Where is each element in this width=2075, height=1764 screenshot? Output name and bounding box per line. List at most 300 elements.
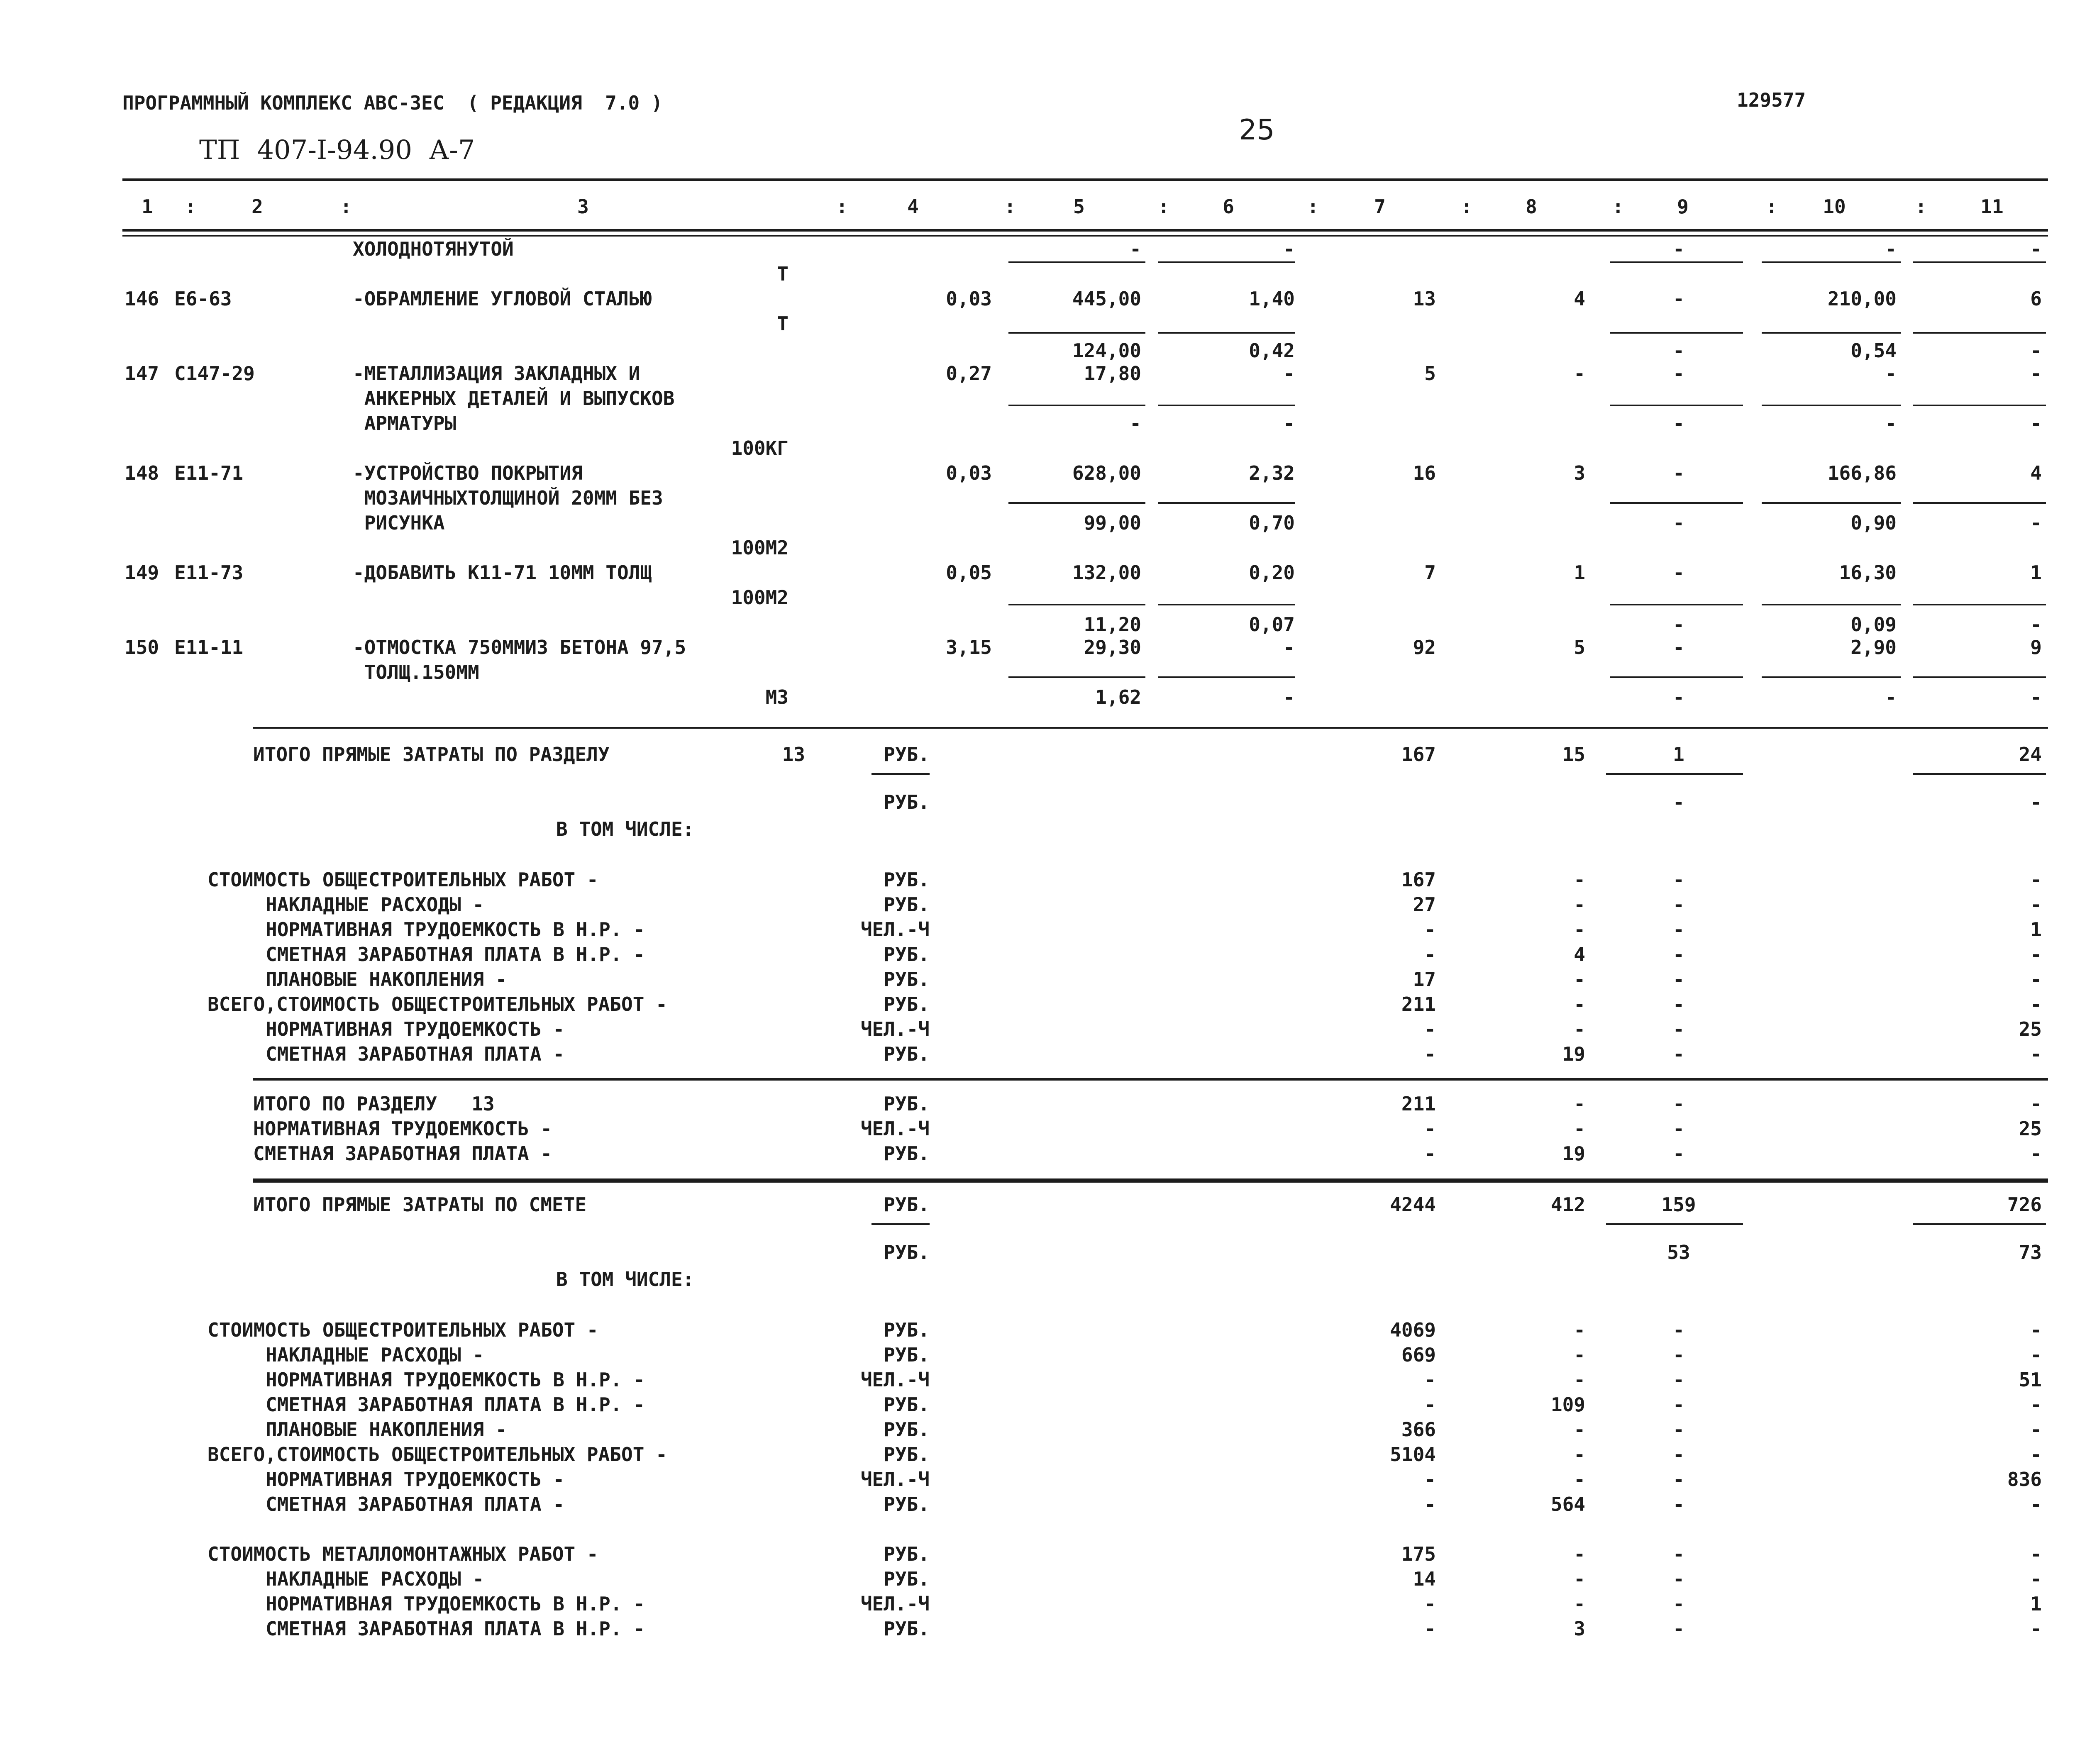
section-total-sub-c11: -	[2030, 791, 2042, 813]
estimate-breakdown-unit: РУБ.	[884, 1443, 930, 1466]
metal-breakdown-label: СТОИМОСТЬ МЕТАЛЛОМОНТАЖНЫХ РАБОТ -	[208, 1543, 598, 1565]
section-breakdown-label: НОРМАТИВНАЯ ТРУДОЕМКОСТЬ -	[266, 1018, 565, 1040]
cell-rule-col-11	[1913, 502, 2046, 504]
cell-c3: РИСУНКА	[353, 512, 445, 534]
section-breakdown-c11: -	[2030, 869, 2042, 891]
estimate-breakdown-unit: ЧЕЛ.-Ч	[860, 1369, 930, 1391]
section-breakdown-c11: 1	[2030, 918, 2042, 941]
estimate-breakdown-c9: -	[1673, 1493, 1684, 1515]
estimate-breakdown-c8: -	[1574, 1443, 1585, 1466]
metal-breakdown-c9: -	[1673, 1593, 1684, 1615]
cell-rule-col-6	[1158, 676, 1295, 678]
estimate-total-c9-rule	[1606, 1223, 1743, 1225]
cell-rule-col-5	[1008, 261, 1145, 263]
section-total-rule	[253, 727, 2048, 729]
estimate-breakdown-c8: -	[1574, 1369, 1585, 1391]
metal-breakdown-unit: ЧЕЛ.-Ч	[860, 1593, 930, 1615]
estimate-breakdown-label: НОРМАТИВНАЯ ТРУДОЕМКОСТЬ В Н.Р. -	[266, 1369, 645, 1391]
cell-c5: 99,00	[1084, 512, 1141, 534]
metal-breakdown-c7: 175	[1401, 1543, 1436, 1565]
cell-c3: ХОЛОДНОТЯНУТОЙ	[353, 238, 514, 260]
cell-c6: -	[1283, 636, 1295, 659]
cell-c10: 0,09	[1850, 613, 1897, 636]
cell-rule-col-9	[1610, 261, 1743, 263]
cell-rule-col-10	[1762, 502, 1901, 504]
cell-c9: -	[1673, 613, 1684, 636]
estimate-breakdown-label: СМЕТНАЯ ЗАРАБОТНАЯ ПЛАТА -	[266, 1493, 565, 1515]
estimate-breakdown-c8: -	[1574, 1319, 1585, 1341]
cell-rule-col-9	[1610, 332, 1743, 334]
cell-c4: 0,05	[946, 561, 992, 584]
cell-c9: -	[1673, 339, 1684, 362]
page-number: 25	[1239, 114, 1275, 146]
column-separator: :	[1004, 195, 1016, 218]
estimate-breakdown-unit: РУБ.	[884, 1393, 930, 1416]
column-header-2: 2	[251, 195, 263, 218]
estimate-breakdown-c8: 109	[1550, 1393, 1585, 1416]
cell-c2: Е6-63	[174, 288, 232, 310]
section-breakdown-unit: РУБ.	[884, 993, 930, 1015]
metal-breakdown-c9: -	[1673, 1618, 1684, 1640]
estimate-breakdown-unit: РУБ.	[884, 1319, 930, 1341]
section-breakdown-c9: -	[1673, 869, 1684, 891]
column-separator: :	[1766, 195, 1777, 218]
metal-breakdown-c11: 1	[2030, 1593, 2042, 1615]
section-breakdown-c8: 4	[1574, 943, 1585, 966]
column-header-3: 3	[577, 195, 589, 218]
cell-rule-col-9	[1610, 676, 1743, 678]
section-breakdown-c11: -	[2030, 943, 2042, 966]
section-breakdown-c7: -	[1424, 1018, 1436, 1040]
estimate-breakdown-label: СМЕТНАЯ ЗАРАБОТНАЯ ПЛАТА В Н.Р. -	[266, 1393, 645, 1416]
section-breakdown-c8: -	[1574, 993, 1585, 1015]
estimate-breakdown-c7: 669	[1401, 1344, 1436, 1366]
cell-c5: 132,00	[1072, 561, 1141, 584]
estimate-breakdown-c8: -	[1574, 1468, 1585, 1491]
cell-rule-col-10	[1762, 676, 1901, 678]
metal-breakdown-c7: -	[1424, 1618, 1436, 1640]
column-header-6: 6	[1223, 195, 1234, 218]
metal-breakdown-c7: -	[1424, 1593, 1436, 1615]
estimate-total-label: ИТОГО ПРЯМЫЕ ЗАТРАТЫ ПО СМЕТЕ	[253, 1193, 587, 1216]
cell-rule-col-5	[1008, 405, 1145, 406]
cell-c6: 0,20	[1249, 561, 1295, 584]
section-breakdown-c8: -	[1574, 893, 1585, 916]
cell-c9: -	[1673, 512, 1684, 534]
section-breakdown-c9: -	[1673, 943, 1684, 966]
cell-c2: С147-29	[174, 362, 255, 385]
section-breakdown-c9: -	[1673, 893, 1684, 916]
column-separator: :	[185, 195, 196, 218]
unit-of-measure: 100М2	[731, 537, 788, 559]
cell-c10: 166,86	[1827, 462, 1897, 484]
cell-rule-col-6	[1158, 261, 1295, 263]
cell-c7: 5	[1424, 362, 1436, 385]
section-total-unit-rule	[872, 773, 930, 775]
section-summary-c8: 19	[1562, 1142, 1585, 1165]
cell-c4: 3,15	[946, 636, 992, 659]
cell-c1: 148	[124, 462, 159, 484]
metal-breakdown-c8: 3	[1574, 1618, 1585, 1640]
metal-breakdown-c11: -	[2030, 1543, 2042, 1565]
cell-c3: -МЕТАЛЛИЗАЦИЯ ЗАКЛАДНЫХ И	[353, 362, 640, 385]
section-summary-c8: -	[1574, 1117, 1585, 1140]
estimate-breakdown-c11: -	[2030, 1443, 2042, 1466]
section-breakdown-c11: -	[2030, 893, 2042, 916]
estimate-breakdown-label: СТОИМОСТЬ ОБЩЕСТРОИТЕЛЬНЫХ РАБОТ -	[208, 1319, 598, 1341]
cell-c9: -	[1673, 412, 1684, 434]
section-breakdown-c7: 167	[1401, 869, 1436, 891]
cell-c4: 0,03	[946, 462, 992, 484]
column-header-4: 4	[907, 195, 919, 218]
metal-breakdown-c11: -	[2030, 1568, 2042, 1590]
estimate-breakdown-c7: -	[1424, 1468, 1436, 1491]
estimate-total-rule	[253, 1178, 2048, 1183]
column-header-10: 10	[1823, 195, 1846, 218]
estimate-total-sub-c11: 73	[2019, 1241, 2042, 1264]
column-header-8: 8	[1526, 195, 1537, 218]
cell-rule-col-10	[1762, 261, 1901, 263]
section-summary-label: СМЕТНАЯ ЗАРАБОТНАЯ ПЛАТА -	[253, 1142, 552, 1165]
header-bottom-rule-2	[122, 235, 2048, 237]
estimate-breakdown-unit: ЧЕЛ.-Ч	[860, 1468, 930, 1491]
section-breakdown-label: ВСЕГО,СТОИМОСТЬ ОБЩЕСТРОИТЕЛЬНЫХ РАБОТ -	[208, 993, 667, 1015]
unit-of-measure: М3	[765, 686, 788, 708]
estimate-total-c11-rule	[1913, 1223, 2046, 1225]
cell-rule-col-6	[1158, 502, 1295, 504]
estimate-breakdown-c9: -	[1673, 1393, 1684, 1416]
cell-c8: 5	[1574, 636, 1585, 659]
cell-c5: 29,30	[1084, 636, 1141, 659]
section-breakdown-c11: -	[2030, 968, 2042, 991]
section-breakdown-unit: РУБ.	[884, 968, 930, 991]
section-summary-label: НОРМАТИВНАЯ ТРУДОЕМКОСТЬ -	[253, 1117, 552, 1140]
metal-breakdown-c9: -	[1673, 1543, 1684, 1565]
cell-c5: 124,00	[1072, 339, 1141, 362]
section-breakdown-label: СМЕТНАЯ ЗАРАБОТНАЯ ПЛАТА -	[266, 1043, 565, 1065]
section-summary-c11: 25	[2019, 1117, 2042, 1140]
section-total-c11: 24	[2019, 743, 2042, 766]
cell-c10: 0,90	[1850, 512, 1897, 534]
estimate-breakdown-c9: -	[1673, 1468, 1684, 1491]
cell-c9: -	[1673, 686, 1684, 708]
cell-c8: 4	[1574, 288, 1585, 310]
unit-of-measure: 100КГ	[731, 437, 788, 459]
section-summary-c7: 211	[1401, 1093, 1436, 1115]
metal-breakdown-c8: -	[1574, 1568, 1585, 1590]
section-total-sub-c9: -	[1673, 791, 1684, 813]
section-breakdown-c7: 17	[1413, 968, 1436, 991]
section-breakdown-c9: -	[1673, 1043, 1684, 1065]
cell-c9: -	[1673, 636, 1684, 659]
cell-c8: 3	[1574, 462, 1585, 484]
column-separator: :	[1158, 195, 1169, 218]
metal-breakdown-label: СМЕТНАЯ ЗАРАБОТНАЯ ПЛАТА В Н.Р. -	[266, 1618, 645, 1640]
estimate-breakdown-c9: -	[1673, 1319, 1684, 1341]
column-header-5: 5	[1073, 195, 1085, 218]
estimate-breakdown-c11: -	[2030, 1418, 2042, 1441]
cell-c1: 147	[124, 362, 159, 385]
cell-c11: 1	[2030, 561, 2042, 584]
section-summary-c7: -	[1424, 1117, 1436, 1140]
column-separator: :	[1612, 195, 1624, 218]
estimate-breakdown-label: НАКЛАДНЫЕ РАСХОДЫ -	[266, 1344, 484, 1366]
section-summary-c7: -	[1424, 1142, 1436, 1165]
cell-c2: Е11-11	[174, 636, 244, 659]
estimate-breakdown-c11: 51	[2019, 1369, 2042, 1391]
estimate-breakdown-c7: 366	[1401, 1418, 1436, 1441]
cell-c6: 2,32	[1249, 462, 1295, 484]
cell-c9: -	[1673, 462, 1684, 484]
cell-c6: 0,70	[1249, 512, 1295, 534]
column-separator: :	[1915, 195, 1927, 218]
cell-c9: -	[1673, 288, 1684, 310]
cell-c11: 6	[2030, 288, 2042, 310]
cell-c1: 149	[124, 561, 159, 584]
cell-c9: -	[1673, 238, 1684, 260]
estimate-breakdown-c7: -	[1424, 1369, 1436, 1391]
cell-c11: -	[2030, 613, 2042, 636]
cell-c11: -	[2030, 238, 2042, 260]
cell-c3: МОЗАИЧНЫХТОЛЩИНОЙ 20ММ БЕЗ	[353, 487, 663, 509]
estimate-breakdown-c7: 5104	[1390, 1443, 1436, 1466]
cell-rule-col-11	[1913, 676, 2046, 678]
cell-c10: -	[1885, 686, 1897, 708]
cell-rule-col-9	[1610, 502, 1743, 504]
cell-c3: АРМАТУРЫ	[353, 412, 456, 434]
estimate-total-unit: РУБ.	[884, 1193, 930, 1216]
cell-c3: -ДОБАВИТЬ К11-71 10ММ ТОЛЩ	[353, 561, 652, 584]
cell-c10: 2,90	[1850, 636, 1897, 659]
column-separator: :	[1461, 195, 1472, 218]
section-breakdown-c9: -	[1673, 993, 1684, 1015]
cell-c5: -	[1130, 238, 1141, 260]
cell-rule-col-6	[1158, 604, 1295, 605]
section-summary-unit: ЧЕЛ.-Ч	[860, 1117, 930, 1140]
estimate-total-including: В ТОМ ЧИСЛЕ:	[556, 1268, 694, 1291]
section-total-label: ИТОГО ПРЯМЫЕ ЗАТРАТЫ ПО РАЗДЕЛУ	[253, 743, 610, 766]
cell-c3: -ОТМОСТКА 750ММИЗ БЕТОНА 97,5	[353, 636, 686, 659]
section-breakdown-c9: -	[1673, 918, 1684, 941]
cell-c6: 0,42	[1249, 339, 1295, 362]
header-bottom-rule	[122, 229, 2048, 232]
cell-rule-col-11	[1913, 604, 2046, 605]
estimate-breakdown-c8: -	[1574, 1344, 1585, 1366]
section-breakdown-unit: ЧЕЛ.-Ч	[860, 1018, 930, 1040]
cell-rule-col-11	[1913, 261, 2046, 263]
estimate-breakdown-unit: РУБ.	[884, 1418, 930, 1441]
estimate-total-c7: 4244	[1390, 1193, 1436, 1216]
section-summary-c9: -	[1673, 1117, 1684, 1140]
section-breakdown-c7: 211	[1401, 993, 1436, 1015]
estimate-breakdown-c11: -	[2030, 1344, 2042, 1366]
section-total-c11-rule	[1913, 773, 2046, 775]
cell-rule-col-10	[1762, 405, 1901, 406]
cell-c6: -	[1283, 686, 1295, 708]
cell-c7: 13	[1413, 288, 1436, 310]
cell-rule-col-6	[1158, 332, 1295, 334]
column-separator: :	[836, 195, 848, 218]
metal-breakdown-c8: -	[1574, 1593, 1585, 1615]
section-total-unit: РУБ.	[884, 743, 930, 766]
cell-c7: 92	[1413, 636, 1436, 659]
section-total-sub-unit: РУБ.	[884, 791, 930, 813]
cell-c10: -	[1885, 362, 1897, 385]
cell-c7: 7	[1424, 561, 1436, 584]
estimate-breakdown-c9: -	[1673, 1344, 1684, 1366]
estimate-total-c11: 726	[2007, 1193, 2042, 1216]
section-breakdown-c7: 27	[1413, 893, 1436, 916]
estimate-breakdown-c11: -	[2030, 1493, 2042, 1515]
section-breakdown-unit: ЧЕЛ.-Ч	[860, 918, 930, 941]
cell-c10: 0,54	[1850, 339, 1897, 362]
estimate-breakdown-c9: -	[1673, 1369, 1684, 1391]
cell-rule-col-5	[1008, 604, 1145, 605]
cell-rule-col-5	[1008, 676, 1145, 678]
section-total-section: 13	[782, 743, 805, 766]
metal-breakdown-unit: РУБ.	[884, 1618, 930, 1640]
metal-breakdown-c7: 14	[1413, 1568, 1436, 1590]
cell-c5: 11,20	[1084, 613, 1141, 636]
cell-c3: -УСТРОЙСТВО ПОКРЫТИЯ	[353, 462, 583, 484]
section-summary-rule	[253, 1078, 2048, 1081]
estimate-breakdown-label: ВСЕГО,СТОИМОСТЬ ОБЩЕСТРОИТЕЛЬНЫХ РАБОТ -	[208, 1443, 667, 1466]
section-breakdown-c9: -	[1673, 1018, 1684, 1040]
estimate-breakdown-unit: РУБ.	[884, 1493, 930, 1515]
cell-c10: -	[1885, 238, 1897, 260]
section-breakdown-c8: -	[1574, 968, 1585, 991]
cell-c1: 150	[124, 636, 159, 659]
cell-c8: -	[1574, 362, 1585, 385]
cell-c4: 0,03	[946, 288, 992, 310]
unit-of-measure: Т	[777, 263, 788, 285]
cell-c10: 16,30	[1839, 561, 1897, 584]
column-header-11: 11	[1980, 195, 2004, 218]
estimate-breakdown-unit: РУБ.	[884, 1344, 930, 1366]
column-header-1: 1	[142, 195, 153, 218]
section-breakdown-label: НОРМАТИВНАЯ ТРУДОЕМКОСТЬ В Н.Р. -	[266, 918, 645, 941]
document-number: 129577	[1737, 89, 1806, 111]
section-breakdown-c7: -	[1424, 918, 1436, 941]
column-header-9: 9	[1677, 195, 1689, 218]
section-breakdown-unit: РУБ.	[884, 869, 930, 891]
cell-c5: 445,00	[1072, 288, 1141, 310]
estimate-breakdown-c11: -	[2030, 1319, 2042, 1341]
cell-c3: -ОБРАМЛЕНИЕ УГЛОВОЙ СТАЛЬЮ	[353, 288, 652, 310]
cell-c9: -	[1673, 362, 1684, 385]
cell-c6: -	[1283, 412, 1295, 434]
estimate-total-sub-unit: РУБ.	[884, 1241, 930, 1264]
metal-breakdown-unit: РУБ.	[884, 1568, 930, 1590]
cell-rule-col-11	[1913, 332, 2046, 334]
metal-breakdown-c11: -	[2030, 1618, 2042, 1640]
section-breakdown-label: СТОИМОСТЬ ОБЩЕСТРОИТЕЛЬНЫХ РАБОТ -	[208, 869, 598, 891]
estimate-breakdown-label: НОРМАТИВНАЯ ТРУДОЕМКОСТЬ -	[266, 1468, 565, 1491]
section-breakdown-c8: -	[1574, 869, 1585, 891]
estimate-breakdown-c7: 4069	[1390, 1319, 1436, 1341]
cell-rule-col-6	[1158, 405, 1295, 406]
cell-c1: 146	[124, 288, 159, 310]
metal-breakdown-label: НОРМАТИВНАЯ ТРУДОЕМКОСТЬ В Н.Р. -	[266, 1593, 645, 1615]
estimate-breakdown-c11: -	[2030, 1393, 2042, 1416]
section-breakdown-c8: 19	[1562, 1043, 1585, 1065]
section-breakdown-c7: -	[1424, 1043, 1436, 1065]
section-summary-c9: -	[1673, 1142, 1684, 1165]
cell-c11: -	[2030, 512, 2042, 534]
section-summary-c8: -	[1574, 1093, 1585, 1115]
cell-rule-col-10	[1762, 604, 1901, 605]
section-summary-unit: РУБ.	[884, 1093, 930, 1115]
column-separator: :	[340, 195, 352, 218]
column-separator: :	[1307, 195, 1319, 218]
unit-of-measure: Т	[777, 312, 788, 335]
cell-c9: -	[1673, 561, 1684, 584]
section-breakdown-label: СМЕТНАЯ ЗАРАБОТНАЯ ПЛАТА В Н.Р. -	[266, 943, 645, 966]
section-breakdown-c11: 25	[2019, 1018, 2042, 1040]
section-breakdown-label: НАКЛАДНЫЕ РАСХОДЫ -	[266, 893, 484, 916]
cell-c11: -	[2030, 362, 2042, 385]
column-header-7: 7	[1374, 195, 1386, 218]
section-summary-c11: -	[2030, 1093, 2042, 1115]
cell-c5: 1,62	[1095, 686, 1141, 708]
estimate-total-c9: 159	[1661, 1193, 1696, 1216]
cell-c5: 628,00	[1072, 462, 1141, 484]
cell-c6: 1,40	[1249, 288, 1295, 310]
section-total-c9-rule	[1606, 773, 1743, 775]
section-breakdown-c8: -	[1574, 918, 1585, 941]
section-summary-label: ИТОГО ПО РАЗДЕЛУ 13	[253, 1093, 495, 1115]
section-summary-c9: -	[1673, 1093, 1684, 1115]
estimate-breakdown-c7: -	[1424, 1393, 1436, 1416]
cell-c10: -	[1885, 412, 1897, 434]
section-breakdown-c11: -	[2030, 1043, 2042, 1065]
metal-breakdown-label: НАКЛАДНЫЕ РАСХОДЫ -	[266, 1568, 484, 1590]
cell-c11: 9	[2030, 636, 2042, 659]
cell-c6: -	[1283, 238, 1295, 260]
estimate-breakdown-label: ПЛАНОВЫЕ НАКОПЛЕНИЯ -	[266, 1418, 507, 1441]
estimate-breakdown-c9: -	[1673, 1443, 1684, 1466]
estimate-total-c8: 412	[1550, 1193, 1585, 1216]
section-total-including: В ТОМ ЧИСЛЕ:	[556, 818, 694, 840]
estimate-breakdown-c8: 564	[1550, 1493, 1585, 1515]
section-breakdown-c7: -	[1424, 943, 1436, 966]
metal-breakdown-c8: -	[1574, 1543, 1585, 1565]
section-breakdown-c9: -	[1673, 968, 1684, 991]
cell-rule-col-5	[1008, 332, 1145, 334]
cell-c5: -	[1130, 412, 1141, 434]
section-breakdown-unit: РУБ.	[884, 943, 930, 966]
cell-c7: 16	[1413, 462, 1436, 484]
section-total-c9: 1	[1673, 743, 1684, 766]
unit-of-measure: 100М2	[731, 586, 788, 609]
estimate-breakdown-c11: 836	[2007, 1468, 2042, 1491]
section-breakdown-unit: РУБ.	[884, 893, 930, 916]
estimate-total-unit-rule	[872, 1223, 930, 1225]
cell-rule-col-9	[1610, 405, 1743, 406]
cell-c3: ТОЛЩ.150ММ	[353, 661, 479, 683]
section-breakdown-label: ПЛАНОВЫЕ НАКОПЛЕНИЯ -	[266, 968, 507, 991]
cell-c11: -	[2030, 339, 2042, 362]
project-code: ТП 407-I-94.90 А-7	[199, 135, 475, 166]
metal-breakdown-unit: РУБ.	[884, 1543, 930, 1565]
estimate-total-sub-c9: 53	[1667, 1241, 1690, 1264]
cell-c5: 17,80	[1084, 362, 1141, 385]
cell-c11: 4	[2030, 462, 2042, 484]
cell-c2: Е11-73	[174, 561, 244, 584]
cell-c4: 0,27	[946, 362, 992, 385]
cell-c11: -	[2030, 412, 2042, 434]
estimate-breakdown-c7: -	[1424, 1493, 1436, 1515]
